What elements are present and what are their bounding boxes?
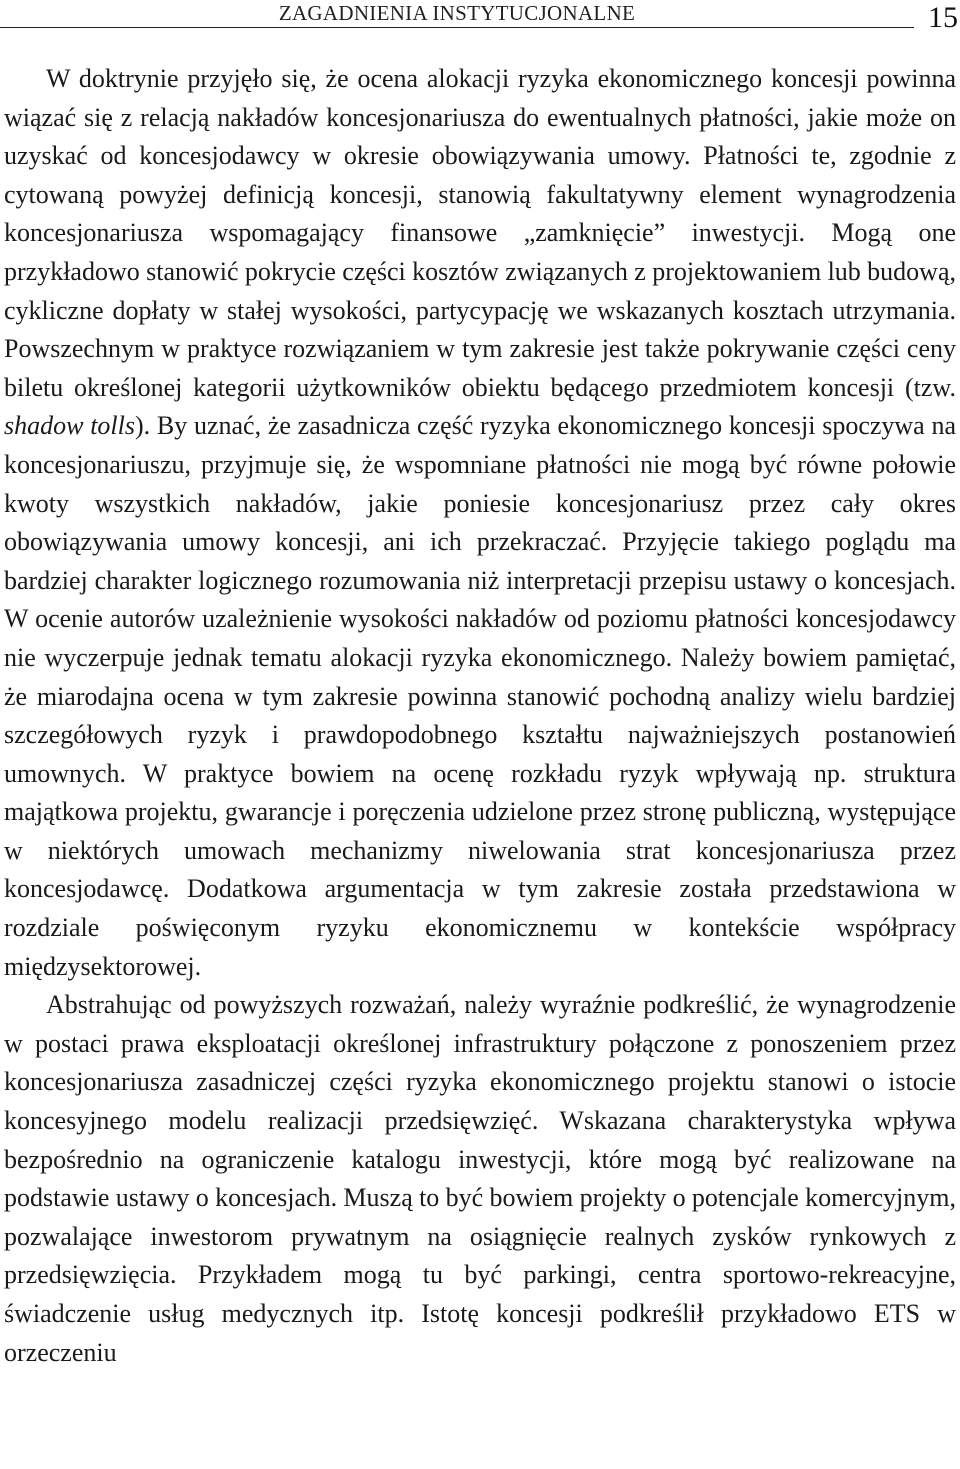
paragraph-2: Abstrahując od powyższych rozważań, należy wyraźnie podkreślić, że wynagrodzenie w postaci prawa eksploatacji określonej infrastruktury połączone z ponoszeniem przez koncesjonariusza zasadniczej części ryzyka ekonomicznego projektu stanowi o istocie koncesyjnego modelu realizacji przedsięwzięć. Wskazana charakterystyka wpływa bezpośrednio na ograniczenie katalogu inwestycji, które mogą być realizowane na podstawie ustawy o koncesjach. Muszą to być bowiem projekty o potencjale komercyjnym, pozwalające inwestorom prywatnym na osiągnięcie realnych zysków rynkowych z przedsięwzięcia. Przykładem mogą tu być parkingi, centra sportowo-rekreacyjne, świadczenie usług medycznych itp. Istotę koncesji podkreślił przykładowo ETS w orzeczeniu [4,990,956,1367]
paragraph-1-text-a: W doktrynie przyjęło się, że ocena alokacji ryzyka ekonomicznego koncesji powinna wiązać się z relacją nakładów koncesjonariusza do ewentualnych płatności, jakie może on uzyskać od koncesjodawcy w okresie obowiązywania umowy. Płatności te, zgodnie z cytowaną powyżej definicją koncesji, stanowią fakultatywny element wynagrodzenia koncesjonariusza wspomagający finansowe „zamknięcie” inwestycji. Mogą one przykładowo stanowić pokrycie części kosztów związanych z projektowaniem lub budową, cykliczne dopłaty w stałej wysokości, partycypację we wskazanych kosztach utrzymania. Powszechnym w praktyce rozwiązaniem w tym zakresie jest także pokrywanie części ceny biletu określonej kategorii użytkowników obiektu będącego przedmiotem koncesji (tzw. [4,64,956,402]
running-title: ZAGADNIENIA INSTYTUCJONALNE [278,1,636,25]
paragraph-1-text-b: ). By uznać, że zasadnicza część ryzyka ekonomicznego koncesji spoczywa na koncesjonariuszu, przyjmuje się, że wspomniane płatności nie mogą być równe połowie kwoty wszystkich nakładów, jakie poniesie koncesjonariusz przez cały okres obowiązywania umowy koncesji, ani ich przekraczać. Przyjęcie takiego poglądu ma bardziej charakter logicznego rozumowania niż interpretacji przepisu ustawy o koncesjach. W ocenie autorów uzależnienie wysokości nakładów od poziomu płatności koncesjodawcy nie wyczerpuje jednak tematu alokacji ryzyka ekonomicznego. Należy bowiem pamiętać, że miarodajna ocena w tym zakresie powinna stanowić pochodną analizy wielu bardziej szczegółowych ryzyk i prawdopodobnego kształtu najważniejszych postanowień umownych. W praktyce bowiem na ocenę rozkładu ryzyk wpływają np. struktura majątkowa projektu, gwarancje i poręczenia udzielone przez stronę publiczną, występujące w niektórych umowach mechanizmy niwelowania strat koncesjonariusza przez koncesjodawcę. Dodatkowa argumentacja w tym zakresie została przedstawiona w rozdziale poświęconym ryzyku ekonomicznemu w kontekście współpracy międzysektorowej. [4,411,957,981]
header-rule [0,27,914,28]
paragraph-1-italic-term: shadow tolls [4,411,135,441]
paragraph-1 [4,60,956,986]
page-header [0,0,960,40]
body-text [4,60,956,1372]
page-number: 15 [928,1,958,34]
